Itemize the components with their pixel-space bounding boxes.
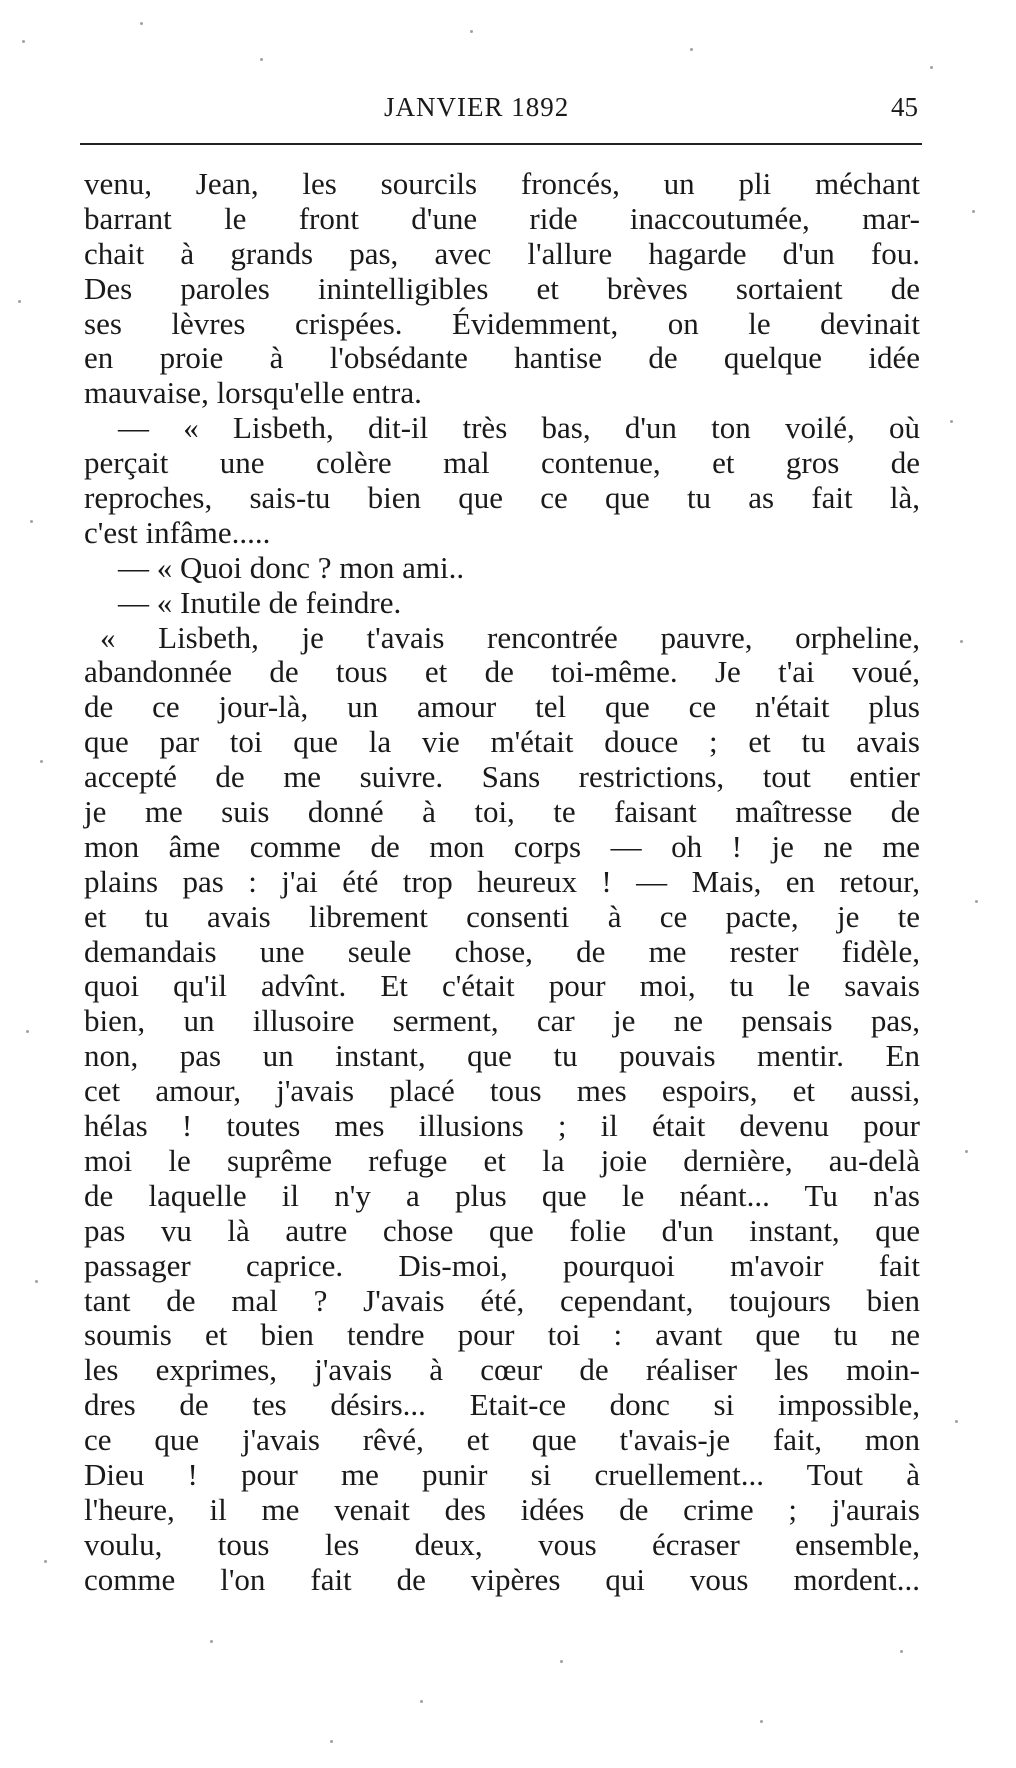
text-line: — « Inutile de feindre. bbox=[118, 584, 402, 620]
speck bbox=[760, 1720, 763, 1723]
header-rule bbox=[80, 143, 922, 145]
text-line: cet amour, j'avais placé tous mes espoirs, et aussi, bbox=[84, 1073, 920, 1109]
text-line: soumis et bien tendre pour toi : avant que tu ne bbox=[84, 1317, 920, 1353]
text-line: l'heure, il me venait des idées de crime ; j'aurais bbox=[84, 1491, 920, 1527]
text-line: que par toi que la vie m'était douce ; et tu avais bbox=[84, 724, 920, 760]
text-line: demandais une seule chose, de me rester fidèle, bbox=[84, 933, 920, 969]
speck bbox=[44, 1560, 47, 1563]
speck bbox=[972, 210, 975, 213]
text-line: hélas ! toutes mes illusions ; il était devenu pour bbox=[84, 1108, 920, 1144]
text-body bbox=[84, 167, 920, 1598]
speck bbox=[40, 760, 43, 763]
text-line: en proie à l'obsédante hantise de quelque idée bbox=[84, 340, 920, 376]
text-line: Des paroles inintelligibles et brèves sortaient de bbox=[84, 270, 920, 306]
speck bbox=[35, 1280, 38, 1283]
text-line: de laquelle il n'y a plus que le néant... Tu n'as bbox=[84, 1177, 920, 1213]
speck bbox=[950, 420, 953, 423]
speck bbox=[690, 48, 693, 51]
speck bbox=[420, 1700, 423, 1703]
speck bbox=[140, 22, 143, 25]
text-line: moi le suprême refuge et la joie dernière, au-delà bbox=[84, 1142, 920, 1178]
speck bbox=[26, 1030, 29, 1033]
text-line: passager caprice. Dis-moi, pourquoi m'avoir fait bbox=[84, 1247, 920, 1283]
speck bbox=[955, 1420, 958, 1423]
speck bbox=[18, 300, 21, 303]
text-line: perçait une colère mal contenue, et gros de bbox=[84, 445, 920, 481]
speck bbox=[975, 900, 978, 903]
text-line: non, pas un instant, que tu pouvais mentir. En bbox=[84, 1038, 920, 1074]
text-line: quoi qu'il advînt. Et c'était pour moi, tu le savais bbox=[84, 968, 920, 1004]
text-line: les exprimes, j'avais à cœur de réaliser les moin- bbox=[84, 1352, 920, 1388]
speck bbox=[260, 58, 263, 61]
header-title: JANVIER 1892 bbox=[384, 92, 570, 122]
speck bbox=[22, 40, 25, 43]
speck bbox=[210, 1640, 213, 1643]
text-line: c'est infâme..... bbox=[84, 514, 271, 550]
text-line: tant de mal ? J'avais été, cependant, toujours bien bbox=[84, 1282, 920, 1318]
speck bbox=[930, 66, 933, 69]
speck bbox=[960, 640, 963, 643]
text-line: comme l'on fait de vipères qui vous mordent... bbox=[84, 1561, 920, 1597]
speck bbox=[470, 30, 473, 33]
text-line: voulu, tous les deux, vous écraser ensemble, bbox=[84, 1526, 920, 1562]
text-line: venu, Jean, les sourcils froncés, un pli méchant bbox=[84, 166, 920, 201]
text-line: je me suis donné à toi, te faisant maîtresse de bbox=[84, 794, 920, 830]
text-line: dres de tes désirs... Etait-ce donc si impossible, bbox=[84, 1387, 920, 1423]
text-line: mon âme comme de mon corps — oh ! je ne me bbox=[84, 828, 920, 864]
running-header bbox=[84, 92, 922, 136]
speck bbox=[965, 1150, 968, 1153]
text-line: reproches, sais-tu bien que ce que tu as fait là, bbox=[84, 480, 920, 516]
speck bbox=[30, 520, 33, 523]
page-number: 45 bbox=[891, 92, 918, 122]
text-line: pas vu là autre chose que folie d'un instant, que bbox=[84, 1212, 920, 1248]
text-line: mauvaise, lorsqu'elle entra. bbox=[84, 375, 422, 411]
text-line: plains pas : j'ai été trop heureux ! — Mais, en retour, bbox=[84, 863, 920, 899]
text-line: et tu avais librement consenti à ce pacte, je te bbox=[84, 898, 920, 934]
text-line: Dieu ! pour me punir si cruellement... Tout à bbox=[84, 1456, 920, 1492]
speck bbox=[330, 1740, 333, 1743]
text-line: — « Quoi donc ? mon ami.. bbox=[118, 549, 465, 585]
text-line: — « Lisbeth, dit-il très bas, d'un ton voilé, où bbox=[118, 410, 920, 446]
text-line: accepté de me suivre. Sans restrictions, tout entier bbox=[84, 759, 920, 795]
text-line: barrant le front d'une ride inaccoutumée, mar- bbox=[84, 200, 920, 236]
text-line: « Lisbeth, je t'avais rencontrée pauvre, orpheline, bbox=[100, 619, 920, 655]
speck bbox=[560, 1660, 563, 1663]
text-line: ses lèvres crispées. Évidemment, on le devinait bbox=[84, 305, 920, 341]
text-line: ce que j'avais rêvé, et que t'avais-je fait, mon bbox=[84, 1422, 920, 1458]
speck bbox=[900, 1650, 903, 1653]
text-line: abandonnée de tous et de toi-même. Je t'ai voué, bbox=[84, 654, 920, 690]
text-line: de ce jour-là, un amour tel que ce n'était plus bbox=[84, 689, 920, 725]
text-line: chait à grands pas, avec l'allure hagarde d'un fou. bbox=[84, 235, 920, 271]
text-line: bien, un illusoire serment, car je ne pensais pas, bbox=[84, 1003, 920, 1039]
